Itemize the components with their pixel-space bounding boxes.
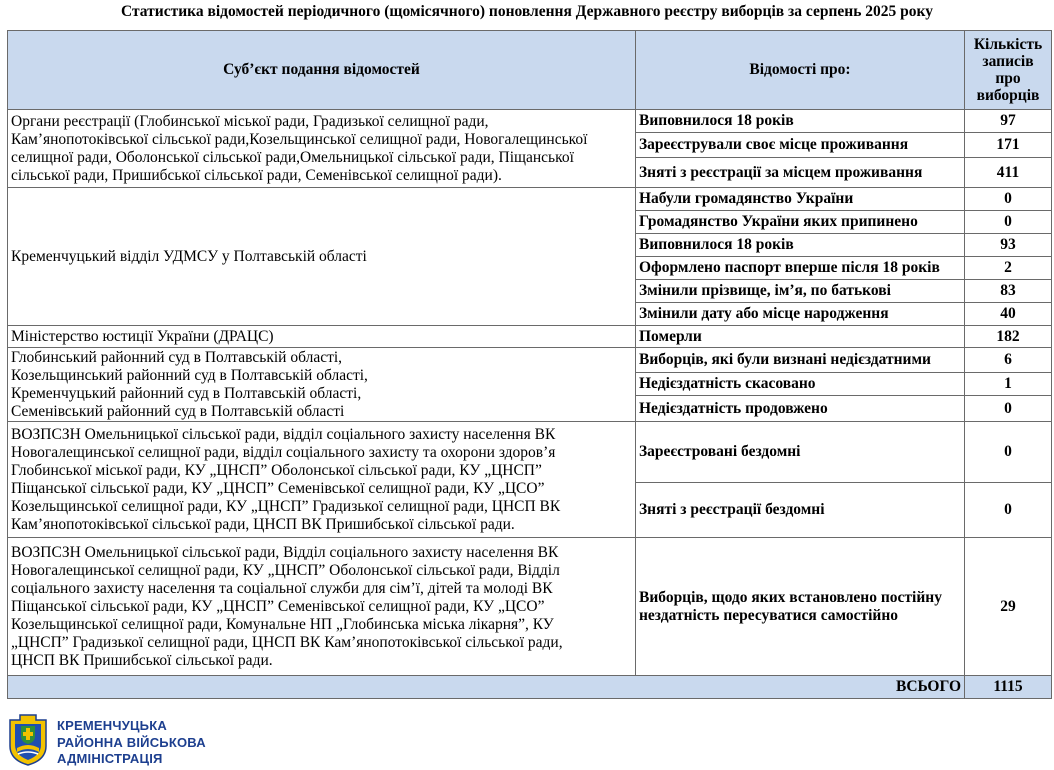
page-title: Статистика відомостей періодичного (щомісячного) поновлення Державного реєстру виборців за серпень 2025 року bbox=[121, 3, 933, 20]
count-cell: 0 bbox=[965, 211, 1052, 234]
organization-name-line: АДМІНІСТРАЦІЯ bbox=[57, 751, 163, 766]
subject-line: соціального захисту населення та соціальної служби для сім’ї, дітей та молоді ВК bbox=[11, 579, 553, 597]
count-cell: 97 bbox=[965, 110, 1052, 133]
subject-line: „ЦНСП” Градизької селищної ради, ЦНСП ВК Кам’янопотоківської сільської ради, bbox=[11, 633, 563, 651]
count-cell: 182 bbox=[965, 326, 1052, 348]
count-cell: 29 bbox=[965, 538, 1052, 676]
subject-line: ВОЗПСЗН Омельницької сільської ради, відділ соціального захисту населення ВК bbox=[11, 425, 556, 443]
count-cell: 2 bbox=[965, 257, 1052, 280]
subject-cell bbox=[8, 110, 636, 188]
subject-line: Глобинської міської ради, КУ „ЦНСП” Оболонської сільської ради, КУ „ЦНСП” bbox=[11, 461, 542, 479]
info-cell: Недієздатність продовжено bbox=[636, 396, 965, 422]
header-count-line: записів bbox=[982, 53, 1034, 70]
subject-line: Піщанської сільської ради, КУ „ЦНСП” Семенівської селищної ради, КУ „ЦСО” bbox=[11, 479, 545, 497]
header-count-line: про bbox=[995, 70, 1021, 87]
count-cell: 1 bbox=[965, 373, 1052, 396]
info-cell: Зняті з реєстрації за місцем проживання bbox=[636, 158, 965, 188]
header-subject: Суб’єкт подання відомостей bbox=[8, 31, 636, 110]
header-info: Відомості про: bbox=[636, 31, 965, 110]
info-cell: Громадянство України яких припинено bbox=[636, 211, 965, 234]
table-row bbox=[8, 110, 1052, 133]
table-row bbox=[8, 422, 1052, 483]
info-cell: Померли bbox=[636, 326, 965, 348]
subject-line: Кам’янопотоківської сільської ради,Козельщинської селищної ради, Новогалещинської bbox=[11, 130, 588, 148]
info-cell: Змінили прізвище, ім’я, по батькові bbox=[636, 280, 965, 303]
statistics-table bbox=[7, 30, 1052, 699]
header-count-line: виборців bbox=[976, 87, 1040, 104]
info-cell bbox=[636, 538, 965, 676]
info-cell: Оформлено паспорт вперше після 18 років bbox=[636, 257, 965, 280]
info-cell: Виборців, які були визнані недієздатними bbox=[636, 348, 965, 373]
subject-line: Кременчуцький відділ УДМСУ у Полтавській області bbox=[11, 247, 367, 265]
subject-line: Глобинський районний суд в Полтавській області, bbox=[11, 348, 343, 366]
subject-cell bbox=[8, 326, 636, 348]
count-cell: 0 bbox=[965, 422, 1052, 483]
subject-line: сільської ради, Пришибської сільської ради, Семенівської селищної ради). bbox=[11, 166, 502, 184]
table-row bbox=[8, 348, 1052, 373]
count-cell: 93 bbox=[965, 234, 1052, 257]
subject-cell bbox=[8, 188, 636, 326]
subject-line: Козельщинської селищної ради, Комунальне НП „Глобинська міська лікарня”, КУ bbox=[11, 615, 554, 633]
subject-line: ЦНСП ВК Пришибської сільської ради. bbox=[11, 651, 273, 669]
subject-line: Новогалещинської селищної ради, відділ соціального захисту та охорони здоров’я bbox=[11, 443, 556, 461]
header-count bbox=[965, 31, 1052, 110]
info-cell: Недієздатність скасовано bbox=[636, 373, 965, 396]
coat-of-arms-icon bbox=[6, 712, 50, 767]
total-label: ВСЬОГО bbox=[8, 676, 965, 699]
info-cell: Зняті з реєстрації бездомні bbox=[636, 483, 965, 538]
count-cell: 0 bbox=[965, 396, 1052, 422]
subject-line: ВОЗПСЗН Омельницької сільської ради, Відділ соціального захисту населення ВК bbox=[11, 543, 559, 561]
subject-cell bbox=[8, 422, 636, 538]
subject-line: Козельщинський районний суд в Полтавській області, bbox=[11, 366, 368, 384]
count-cell: 411 bbox=[965, 158, 1052, 188]
count-cell: 83 bbox=[965, 280, 1052, 303]
organization-name-line: КРЕМЕНЧУЦЬКА bbox=[57, 718, 167, 733]
info-cell: Набули громадянство України bbox=[636, 188, 965, 211]
table-header-row bbox=[8, 31, 1052, 110]
table-row bbox=[8, 538, 1052, 676]
info-cell: Зареєстрували своє місце проживання bbox=[636, 133, 965, 158]
table-row bbox=[8, 326, 1052, 348]
subject-line: Новогалещинської селищної ради, КУ „ЦНСП” Оболонської сільської ради, Відділ bbox=[11, 561, 560, 579]
count-cell: 171 bbox=[965, 133, 1052, 158]
count-cell: 0 bbox=[965, 188, 1052, 211]
subject-line: селищної ради, Оболонської сільської ради,Омельницької сільської ради, Піщанської bbox=[11, 148, 574, 166]
subject-line: Міністерство юстиції України (ДРАЦС) bbox=[11, 327, 274, 345]
subject-line: Кременчуцький районний суд в Полтавській області, bbox=[11, 384, 362, 402]
info-cell: Зареєстровані бездомні bbox=[636, 422, 965, 483]
table-row bbox=[8, 188, 1052, 211]
subject-line: Кам’янопотоківської сільської ради, ЦНСП ВК Пришибської сільської ради. bbox=[11, 515, 515, 533]
header-count-line: Кількість bbox=[973, 36, 1043, 53]
info-cell: Змінили дату або місце народження bbox=[636, 303, 965, 326]
organization-name bbox=[57, 718, 206, 768]
count-cell: 0 bbox=[965, 483, 1052, 538]
count-cell: 40 bbox=[965, 303, 1052, 326]
total-count: 1115 bbox=[965, 676, 1052, 699]
subject-line: Органи реєстрації (Глобинської міської ради, Градизької селищної ради, bbox=[11, 112, 489, 130]
subject-line: Семенівський районний суд в Полтавській області bbox=[11, 402, 345, 420]
subject-cell bbox=[8, 348, 636, 422]
subject-cell bbox=[8, 538, 636, 676]
total-row bbox=[8, 676, 1052, 699]
info-cell: Виповнилося 18 років bbox=[636, 110, 965, 133]
info-cell: Виповнилося 18 років bbox=[636, 234, 965, 257]
info-line: нездатність пересуватися самостійно bbox=[639, 606, 899, 624]
subject-line: Піщанської сільської ради, КУ „ЦНСП” Семенівської селищної ради, КУ „ЦСО” bbox=[11, 597, 545, 615]
organization-name-line: РАЙОННА ВІЙСЬКОВА bbox=[57, 734, 206, 750]
info-line: Виборців, щодо яких встановлено постійну bbox=[639, 588, 942, 606]
subject-line: Козельщинської селищної ради, КУ „ЦНСП” Градизької селищної ради, ЦНСП ВК bbox=[11, 497, 561, 515]
count-cell: 6 bbox=[965, 348, 1052, 373]
